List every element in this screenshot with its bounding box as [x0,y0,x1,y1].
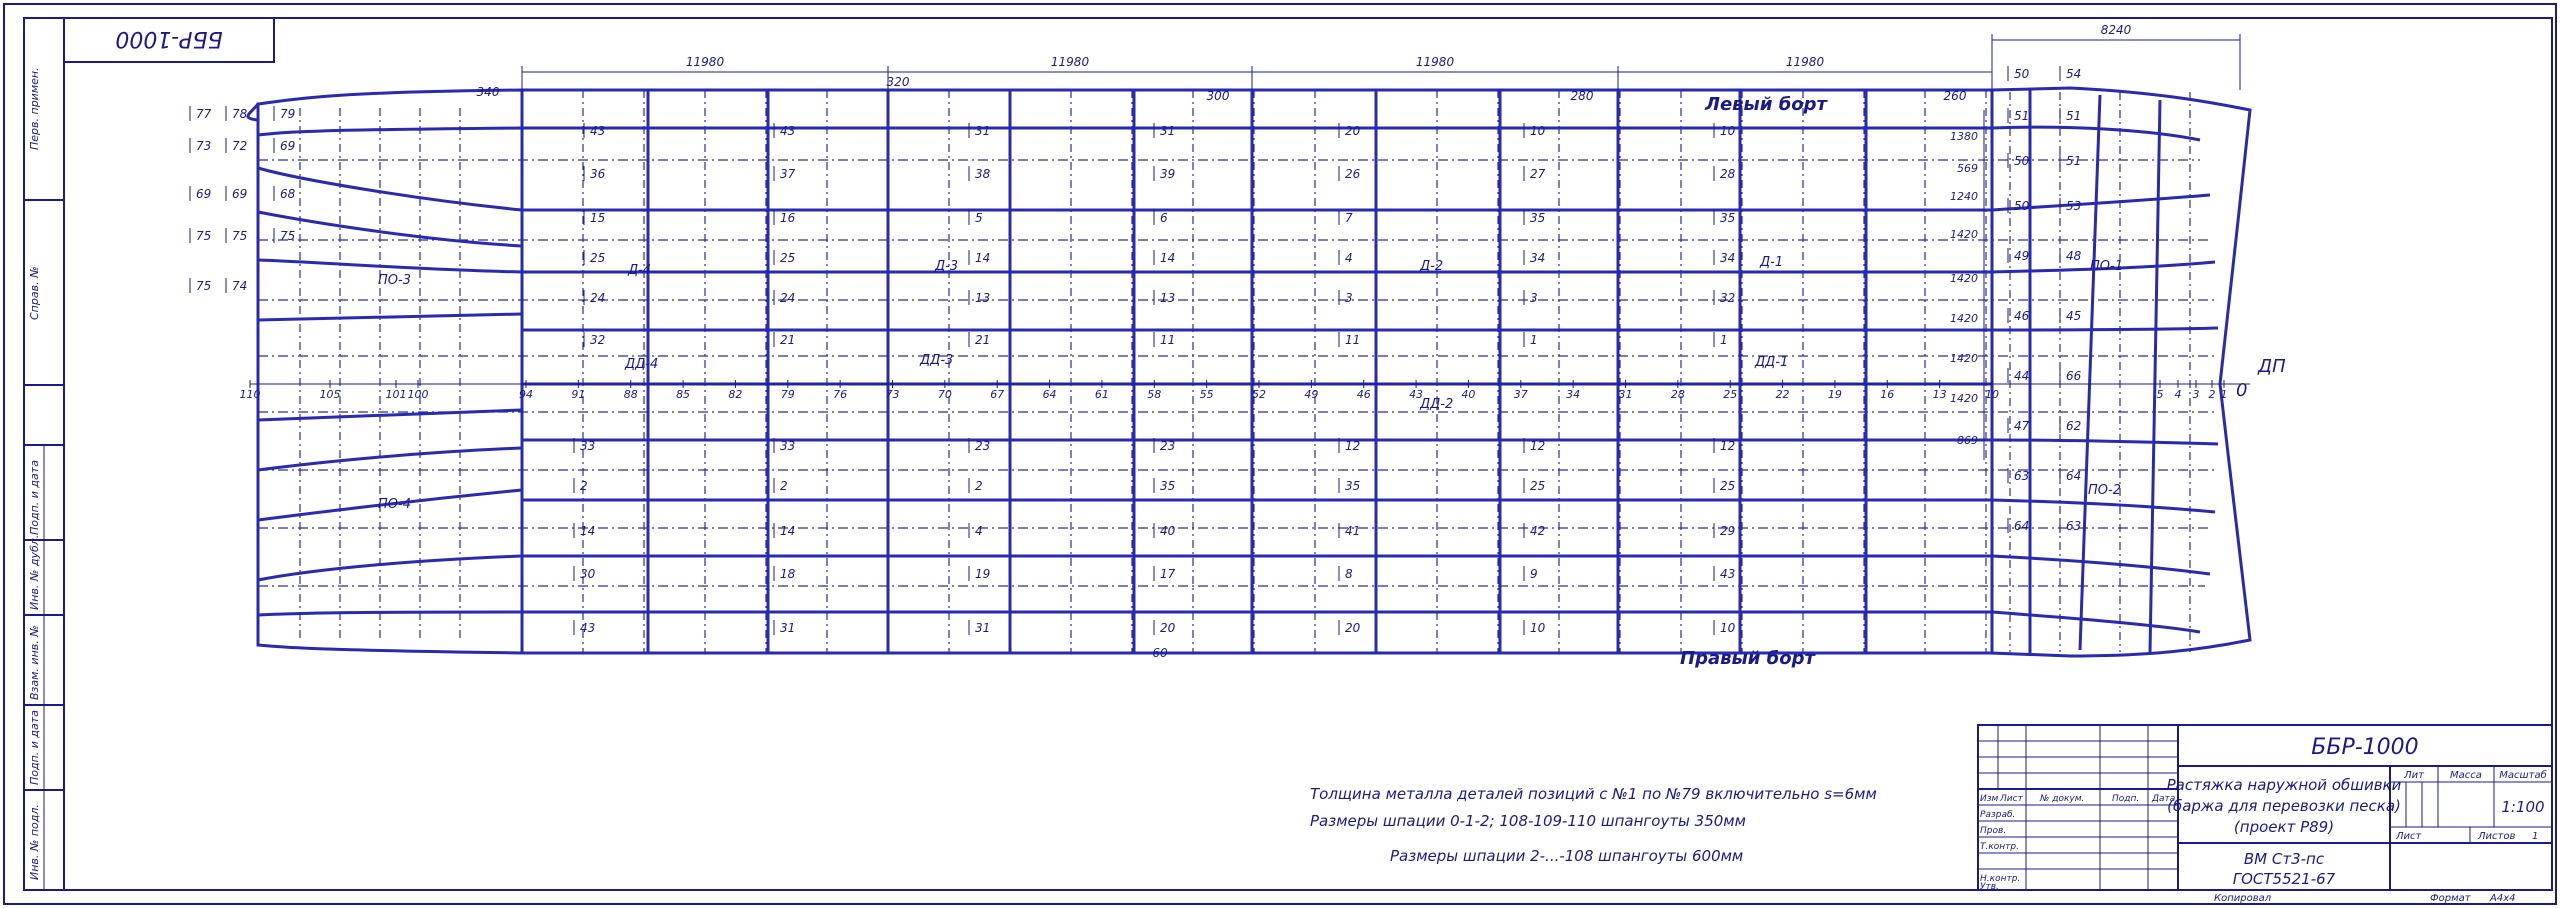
frame-number: 10 [1985,388,1999,401]
stamp-vzam-inv: Взам. инв. № [28,625,41,700]
position-top: 11 [1160,333,1176,347]
plate-expansion [248,88,2250,656]
frame-number: 105 [319,388,341,401]
strake-dd2: ДД-2 [1420,397,1454,412]
position-bow: 78 [232,107,248,121]
position-stern: 54 [2066,67,2082,81]
position-top: 13 [1160,291,1176,305]
rotated-designation-box [64,18,274,62]
position-bow: 75 [196,229,212,243]
position-bottom: 10 [1530,621,1546,635]
position-top: 24 [590,291,606,305]
position-top: 14 [975,251,991,265]
position-bottom: 33 [780,439,796,453]
position-top: 34 [1530,251,1546,265]
tb-copied: Копировал [2214,893,2272,904]
vertical-dimension: 1420 [1950,392,1978,405]
position-bow: 75 [196,279,212,293]
position-bottom: 23 [975,439,991,453]
position-bottom: 43 [580,621,596,635]
dp-zero: 0 [2236,380,2248,401]
tb-format: Формат [2430,893,2471,904]
frame-number: 85 [676,388,691,401]
position-stern: 64 [2014,519,2030,533]
vertical-dimension: 1420 [1950,272,1978,285]
position-top: 1 [1530,333,1538,347]
tb-row-prov: Пров. [1980,826,2007,836]
position-bottom: 31 [975,621,991,635]
dim-gap-3: 300 [1206,89,1230,103]
position-top: 15 [590,211,606,225]
position-bottom: 8 [1345,567,1353,581]
position-stern: 64 [2066,469,2082,483]
position-top: 27 [1530,167,1546,181]
dim-top-2: 11980 [1050,55,1090,69]
dim-top-3: 11980 [1415,55,1455,69]
tb-scale-label: Масштаб [2499,770,2547,781]
stamp-perv-primen: Перв. примен. [28,67,41,150]
frame-number: 91 [571,388,586,401]
frame-number: 43 [1409,388,1424,401]
dim-gap-5: 260 [1943,89,1967,103]
position-bottom: 42 [1530,524,1546,538]
strake-po1: ПО-1 [2090,259,2123,274]
strake-d3: Д-3 [935,259,959,274]
position-top: 16 [780,211,796,225]
position-stern: 49 [2014,249,2030,263]
stamp-podp-data-2: Подп. и дата [28,710,41,785]
stamp-sprav: Справ. № [28,266,41,320]
tb-row-izm: Изм [1980,794,1999,804]
position-bottom: 12 [1345,439,1361,453]
position-bow: 73 [196,139,212,153]
stamp-podp-data-1: Подп. и дата [28,460,41,535]
strake-d1: Д-1 [1760,255,1784,270]
strake-d2: Д-2 [1420,259,1444,274]
position-stern: 48 [2066,249,2082,263]
left-side-label: Левый борт [1705,94,1827,115]
dim-gap-2: 320 [886,75,910,89]
strake-po4: ПО-4 [378,497,411,512]
rotated-designation: ББР-1000 [115,26,223,51]
position-top: 43 [590,124,606,138]
position-stern: 51 [2014,109,2030,123]
frame-number: 5 [2156,388,2164,401]
position-bottom: 10 [1720,621,1736,635]
position-bottom: 33 [580,439,596,453]
tb-row-utv: Утв. [1980,882,1999,892]
position-bow: 79 [280,107,296,121]
position-bottom: 2 [975,479,983,493]
dim-gap-4: 280 [1570,89,1594,103]
position-top: 31 [1160,124,1176,138]
vertical-dimension: 1240 [1950,190,1978,203]
position-stern: 44 [2014,369,2030,383]
dim-top-4: 11980 [1785,55,1825,69]
frame-number: 49 [1304,388,1319,401]
position-top: 34 [1720,251,1736,265]
position-top: 31 [975,124,991,138]
frame-number: 28 [1670,388,1685,401]
position-top: 5 [975,211,983,225]
frame-number: 64 [1042,388,1057,401]
frame-number: 13 [1932,388,1947,401]
frame-number: 61 [1094,388,1109,401]
tb-name-1: Растяжка наружной обшивки [2166,776,2402,794]
frame-number: 101 [385,388,407,401]
tb-row-razrab: Разраб. [1980,810,2016,820]
tb-row-data: Дата [2152,794,2176,804]
position-stern: 47 [2014,419,2030,433]
position-top: 26 [1345,167,1361,181]
position-top: 37 [780,167,796,181]
position-top: 11 [1345,333,1361,347]
position-bottom: 25 [1530,479,1546,493]
right-side-label: Правый борт [1680,648,1815,669]
tb-row-list: Лист [2000,794,2023,804]
longitudinal-lines [258,160,2218,586]
position-stern: 63 [2066,519,2082,533]
position-top: 3 [1345,291,1353,305]
position-top: 25 [590,251,606,265]
position-bow: 77 [196,107,212,121]
position-stern: 50 [2014,154,2030,168]
position-bottom: 17 [1160,567,1176,581]
frame-number: 37 [1513,388,1528,401]
position-bottom: 19 [975,567,991,581]
position-stern: 51 [2066,154,2082,168]
position-top: 38 [975,167,991,181]
frame-number: 88 [623,388,638,401]
position-bottom: 20 [1160,621,1176,635]
position-top: 1 [1720,333,1728,347]
position-bottom: 18 [780,567,796,581]
position-top: 32 [590,333,606,347]
position-top: 20 [1345,124,1361,138]
vertical-dimension: 1380 [1950,130,1978,143]
tb-row-nkontr: Н.контр. [1980,874,2021,884]
position-bottom: 20 [1345,621,1361,635]
position-bow: 69 [196,187,212,201]
position-bow: 72 [232,139,248,153]
position-top: 32 [1720,291,1736,305]
position-top: 6 [1160,211,1168,225]
position-top: 24 [780,291,796,305]
tb-row-doc: № докум. [2040,794,2085,804]
technical-notes [1310,785,1877,865]
position-stern: 50 [2014,67,2030,81]
frame-number: 34 [1566,388,1581,401]
frame-number: 3 [2192,388,2200,401]
frame-number: 22 [1775,388,1790,401]
position-top: 35 [1720,211,1736,225]
frame-number: 73 [885,388,900,401]
position-bottom: 4 [975,524,983,538]
tb-material-1: ВМ Ст3-пс [2243,850,2325,868]
position-bottom: 2 [580,479,588,493]
position-bow: 75 [280,229,296,243]
position-top: 35 [1530,211,1546,225]
frame-number: 70 [937,388,952,401]
frame-number: 79 [780,388,795,401]
position-top: 36 [590,167,606,181]
note-2: Размеры шпации 0-1-2; 108-109-110 шпангоуты 350мм [1310,812,1746,830]
centerline [250,356,2286,401]
frame-number: 1 [2220,388,2228,401]
position-bottom: 23 [1160,439,1176,453]
position-bottom: 31 [780,621,796,635]
tb-sheet: Лист [2396,831,2422,842]
position-top: 13 [975,291,991,305]
frame-number: 52 [1252,388,1266,401]
frame-number: 58 [1147,388,1162,401]
strake-dd3: ДД-3 [920,353,954,368]
dim-gap-1: 340 [476,85,500,99]
position-top: 14 [1160,251,1176,265]
position-bottom: 2 [780,479,788,493]
dp-label: ДП [2258,356,2286,377]
sheet-border [4,4,2556,904]
position-bottom: 14 [780,524,796,538]
strake-d4-top: Д-4 [628,263,652,278]
frame-number: 2 [2208,388,2216,401]
position-stern: 51 [2066,109,2082,123]
position-top: 25 [780,251,796,265]
position-top: 21 [975,333,991,347]
tb-row-podp: Подп. [2112,794,2140,804]
position-top: 39 [1160,167,1176,181]
stamp-inv-dubl: Инв. № дубл. [28,534,41,610]
position-bow: 69 [280,139,296,153]
right-vertical-dimensions [1950,110,1984,460]
position-top: 7 [1345,211,1353,225]
tb-mass: Масса [2450,770,2482,781]
position-numbers [190,66,2082,635]
vertical-dimension: 1420 [1950,312,1978,325]
position-bottom: 43 [1720,567,1736,581]
frame-number: 16 [1880,388,1895,401]
position-bottom: 35 [1345,479,1361,493]
frame-number: 110 [239,388,261,401]
position-top: 43 [780,124,796,138]
tb-sheets: Листов [2478,831,2516,842]
position-stern: 62 [2066,419,2082,433]
frame-number: 25 [1723,388,1738,401]
position-stern: 66 [2066,369,2082,383]
tb-material-2: ГОСТ5521-67 [2232,870,2336,888]
position-bottom: 29 [1720,524,1736,538]
tb-name-2: (баржа для перевозки песка) [2167,797,2401,815]
position-bottom: 12 [1720,439,1736,453]
vertical-dimension: 1420 [1950,352,1978,365]
position-bottom: 41 [1345,524,1361,538]
position-bottom: 12 [1530,439,1546,453]
position-bottom: 14 [580,524,596,538]
position-stern: 63 [2014,469,2030,483]
frame-number: 94 [519,388,533,401]
position-bottom: 40 [1160,524,1176,538]
position-bottom: 25 [1720,479,1736,493]
tb-scale-value: 1:100 [2501,798,2545,816]
tb-row-tkontr: Т.контр. [1980,842,2020,852]
strake-dd4: ДД-4 [625,357,659,372]
frame-number: 100 [407,388,429,401]
position-bottom: 30 [580,567,596,581]
tb-sheets-count: 1 [2532,831,2539,842]
frame-number: 19 [1827,388,1842,401]
dim-bottom: 60 [1152,646,1168,660]
frame-number: 46 [1356,388,1371,401]
position-top: 28 [1720,167,1736,181]
position-bow: 74 [232,279,248,293]
note-3: Размеры шпации 2-...-108 шпангоуты 600мм [1390,847,1744,865]
vertical-dimension: 1420 [1950,228,1978,241]
strake-dd1: ДД-1 [1755,355,1789,370]
vertical-dimension: 869 [1957,434,1978,447]
vertical-dimension: 569 [1957,162,1978,175]
frame-number: 31 [1618,388,1633,401]
position-bow: 75 [232,229,248,243]
frame-number: 4 [2174,388,2182,401]
position-stern: 46 [2014,309,2030,323]
position-stern: 45 [2066,309,2082,323]
strake-po2: ПО-2 [2088,483,2121,498]
position-stern: 53 [2066,199,2082,213]
side-stamps [24,18,64,890]
note-1: Толщина металла деталей позиций с №1 по №79 включительно s=6мм [1310,785,1877,803]
frame-number: 55 [1199,388,1214,401]
tb-lit: Лит [2404,770,2424,781]
position-top: 10 [1720,124,1736,138]
title-block [1978,725,2552,904]
position-stern: 50 [2014,199,2030,213]
strake-po3: ПО-3 [378,273,411,288]
frame-number: 82 [728,388,743,401]
frame-number: 76 [833,388,848,401]
dim-top-5: 8240 [2100,23,2132,37]
position-bottom: 35 [1160,479,1176,493]
position-top: 21 [780,333,796,347]
position-top: 4 [1345,251,1353,265]
frame-number: 40 [1461,388,1476,401]
dim-top-1: 11980 [685,55,725,69]
position-bow: 69 [232,187,248,201]
position-top: 3 [1530,291,1538,305]
tb-format-value: A4x4 [2490,893,2516,904]
tb-name-3: (проект Р89) [2233,818,2335,836]
frame-number: 67 [990,388,1005,401]
stamp-inv-podl: Инв. № подл. [28,804,41,880]
tb-designation: ББР-1000 [2311,735,2419,760]
position-bottom: 9 [1530,567,1538,581]
position-top: 10 [1530,124,1546,138]
position-bow: 68 [280,187,296,201]
